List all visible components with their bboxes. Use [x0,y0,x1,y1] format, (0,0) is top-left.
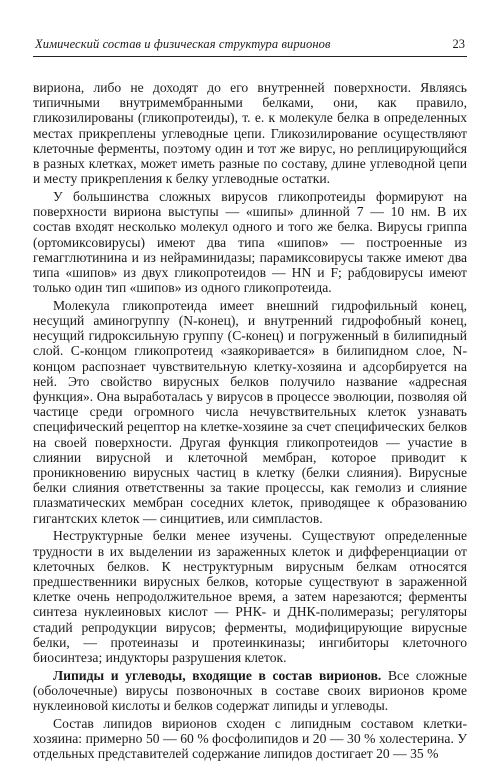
paragraph-glycoprotein-structure: Молекула гликопротеида имеет внешний гидрофильный конец, несущий аминогруппу (N-конец), и внутренний гидрофобный конец, несущий гидроксильную группу (С-конец) и погруженный в билипидный слой. С-концом гликопротеид «заякоривается» в билипидном слое, N-концом распознает чувствительную клетку-хозяина и адсорбируется на ней. Это свойство вирусных белков получило название «адресная функция». Она выработалась у вирусов в процессе эволюции, позволяя ой частице среди огромного числа нечувствительных клеток узнавать специфический рецептор на клетке-хозяине за счет специфических белков на своей поверхности. Другая функция гликопротеидов — участие в слиянии вирусной и клеточной мембран, которое приводит к проникновению вирусных частиц в клетку (белки слияния). Вирусные белки слияния ответственны за такие процессы, как гемолиз и слияние плазматических мембран соседних клеток, приводящее к образованию гигантских клеток — синцитиев, или симпластов. [33,297,467,526]
paragraph-nonstructural-proteins: Неструктурные белки менее изучены. Существуют определенные трудности в их выделении из зараженных клеток и дифференциации от клеточных белков. К неструктурным вирусным белкам относятся предшественники вирусных белков, которые существуют в зараженной клетке очень непродолжительное время, а затем нарезаются; ферменты синтеза нуклеиновых кислот — РНК- и ДНК-полимеразы; регуляторы стадий репродукции вирусов; ферменты, модифицирующие вирусные белки, — протеиназы и протеинкиназы; ингибиторы клеточного биосинтеза; индукторы разрушения клеток. [33,528,467,666]
paragraph-lipids-text: Все сложные (оболочечные) вирусы позвоночных в составе своих вирионов кроме нуклеиновой кислоты и белков содержат липиды и углеводы. [33,667,467,714]
paragraph-continuation: вириона, либо не доходят до его внутренней поверхности. Являясь типичными внутримембранными белками, они, как правило, гликозилированы (гликопротеиды), т. е. к молекуле белка в определенных местах прикреплены углеводные цепи. Гликозилирование осуществляют клеточные ферменты, поэтому один и тот же вирус, но реплицирующийся в разных клетках, может иметь разные по составу, длине углеводной цепи и месту прикрепления к белку углеводные остатки. [33,80,467,187]
running-header-title: Химический состав и физическая структура вирионов [35,37,331,51]
page-number: 23 [452,37,465,51]
running-header [33,34,467,57]
paragraph-glycoprotein-spikes: У большинства сложных вирусов гликопротеиды формируют на поверхности вириона выступы — «шипы» длинной 7 — 10 нм. В их состав входят несколько молекул одного и того же белка. Вирусы гриппа (ортомиксовирусы) имеют два типа «шипов» — построенные из гемагглютинина и из нейраминидазы; парамиксовирусы также имеют два типа «шипов» из двух гликопротеидов — HN и F; рабдовирусы имеют только один тип «шипов» из одного гликопротеида. [33,188,467,296]
body-text [33,80,467,761]
section-run-in-heading: Липиды и углеводы, входящие в состав вирионов. [53,667,382,683]
paragraph-lipid-composition: Состав липидов вирионов сходен с липидным составом клетки-хозяина: примерно 50 — 60 % фосфолипидов и 20 — 30 % холестерина. У отдельных представителей содержание липидов достигает 20 — 35 % [33,715,467,762]
paragraph-lipids-carbohydrates [33,668,467,714]
